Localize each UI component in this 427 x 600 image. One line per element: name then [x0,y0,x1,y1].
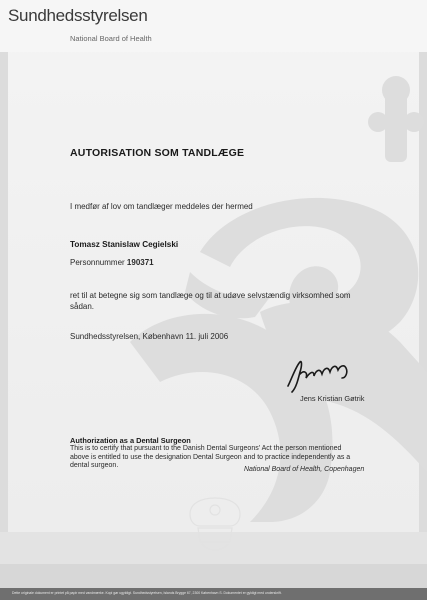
brand-logo: Sundhedsstyrelsen [8,6,148,25]
person-number-value: 190371 [126,258,154,267]
embossed-seal-icon [180,494,250,556]
holder-name: Tomasz Stanislaw Cegielski [70,240,179,249]
english-title: Authorization as a Dental Surgeon [70,436,191,445]
person-number [70,258,154,267]
rights-text: ret til at betegne sig som tandlæge og til at udøve selvstændig virksomhed som sådan. [70,291,351,311]
english-body: This is to certify that pursuant to the Danish Dental Surgeons' Act the person mentioned above is entitled to use the designation Dental Surgeon and to practice independently as a dental surgeon. [70,445,351,470]
certificate-title: AUTORISATION SOM TANDLÆGE [70,147,245,159]
brand-subtitle: National Board of Health [70,34,152,43]
person-number-label: Personnummer [70,258,125,267]
handwritten-signature [280,356,360,396]
signatory-name: Jens Kristian Gøtrik [300,394,365,403]
place-date: Sundhedsstyrelsen, København 11. juli 2006 [70,332,229,341]
english-issuer: National Board of Health, Copenhagen [244,466,365,473]
intro-text: I medfør af lov om tandlæger meddeles der hermed [70,202,253,211]
footer-fine-print: Dette originale dokument er printet på papir med vandmærke. Kopi gør ugyldigt. Sundhedsstyrelsen, Islands Brygge 67, 2300 København S. Dokumentet er gyldigt med underskrift. [12,591,282,595]
